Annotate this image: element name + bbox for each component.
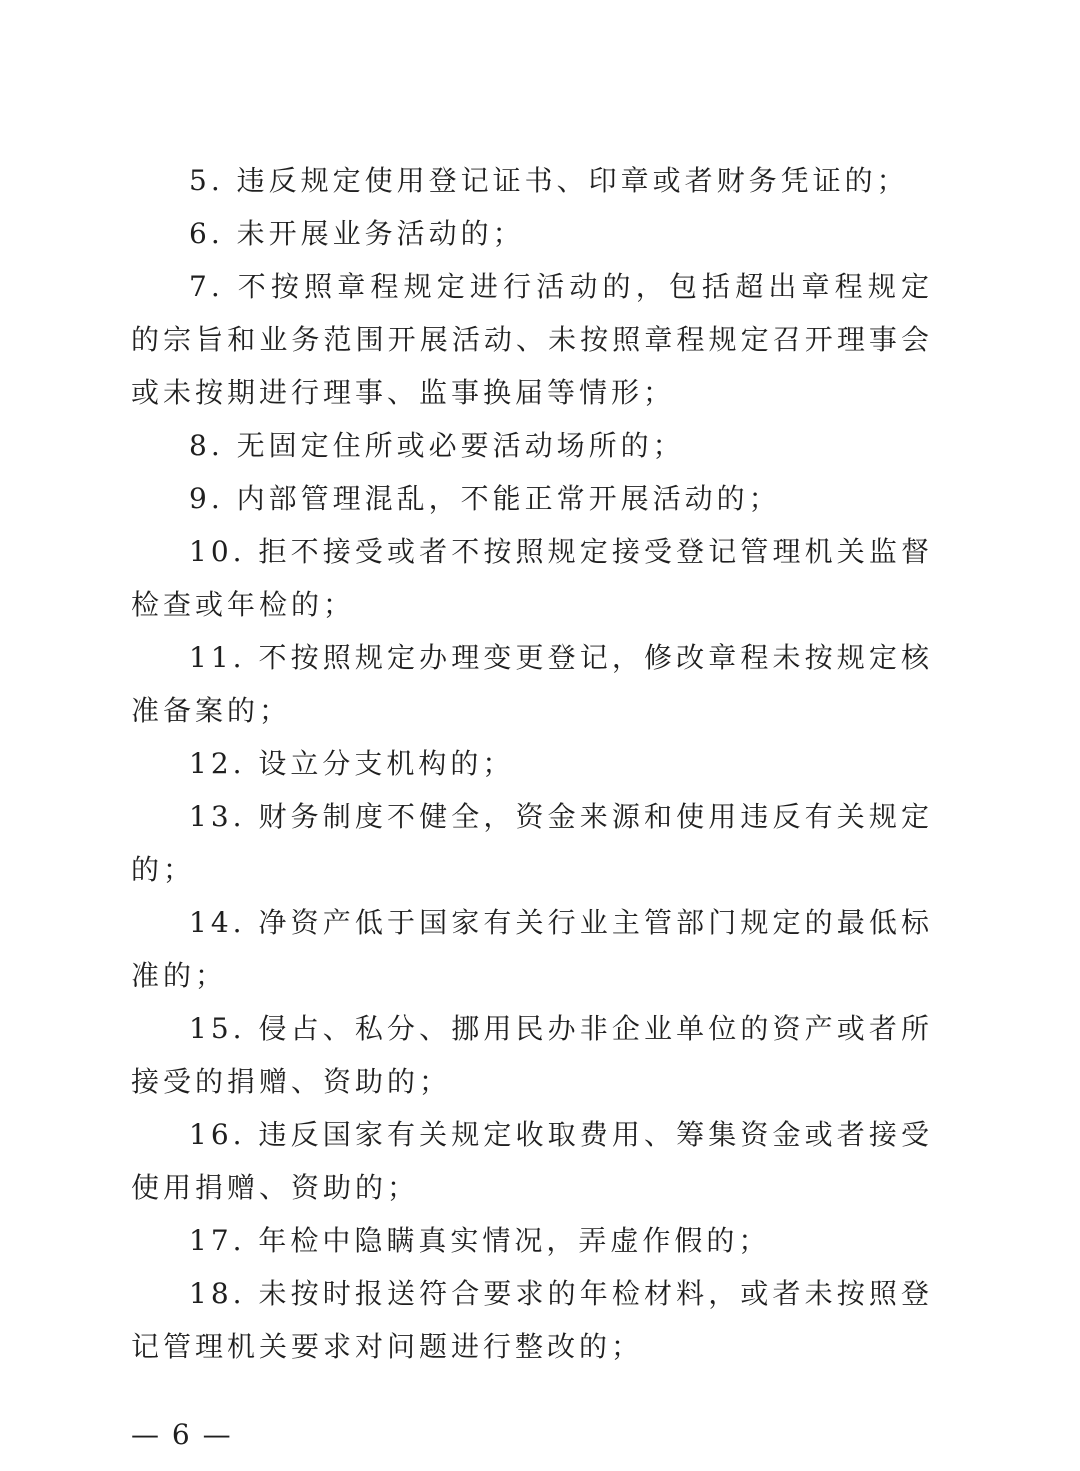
list-item-10: 10. 拒不接受或者不按照规定接受登记管理机关监督检查或年检的； (131, 535, 933, 621)
list-item-9: 9. 内部管理混乱，不能正常开展活动的； (189, 482, 781, 515)
page-number: — 6 — (131, 1418, 233, 1451)
document-body (131, 154, 933, 1373)
list-item-11: 11. 不按照规定办理变更登记，修改章程未按规定核准备案的； (131, 641, 933, 727)
list-item-13: 13. 财务制度不健全，资金来源和使用违反有关规定的； (131, 800, 933, 886)
list-item-5: 5. 违反规定使用登记证书、印章或者财务凭证的； (189, 164, 909, 197)
list-item-12: 12. 设立分支机构的； (189, 747, 515, 780)
list-item-17: 17. 年检中隐瞒真实情况，弄虚作假的； (189, 1224, 771, 1257)
list-item-18: 18. 未按时报送符合要求的年检材料，或者未按照登记管理机关要求对问题进行整改的； (131, 1277, 933, 1363)
list-item-6: 6. 未开展业务活动的； (189, 217, 525, 250)
list-item-16: 16. 违反国家有关规定收取费用、筹集资金或者接受使用捐赠、资助的； (131, 1118, 933, 1204)
list-item-7: 7. 不按照章程规定进行活动的，包括超出章程规定的宗旨和业务范围开展活动、未按照章程规定召开理事会或未按期进行理事、监事换届等情形； (131, 270, 933, 409)
list-item-14: 14. 净资产低于国家有关行业主管部门规定的最低标准的； (131, 906, 933, 992)
list-item-8: 8. 无固定住所或必要活动场所的； (189, 429, 685, 462)
list-item-15: 15. 侵占、私分、挪用民办非企业单位的资产或者所接受的捐赠、资助的； (131, 1012, 933, 1098)
